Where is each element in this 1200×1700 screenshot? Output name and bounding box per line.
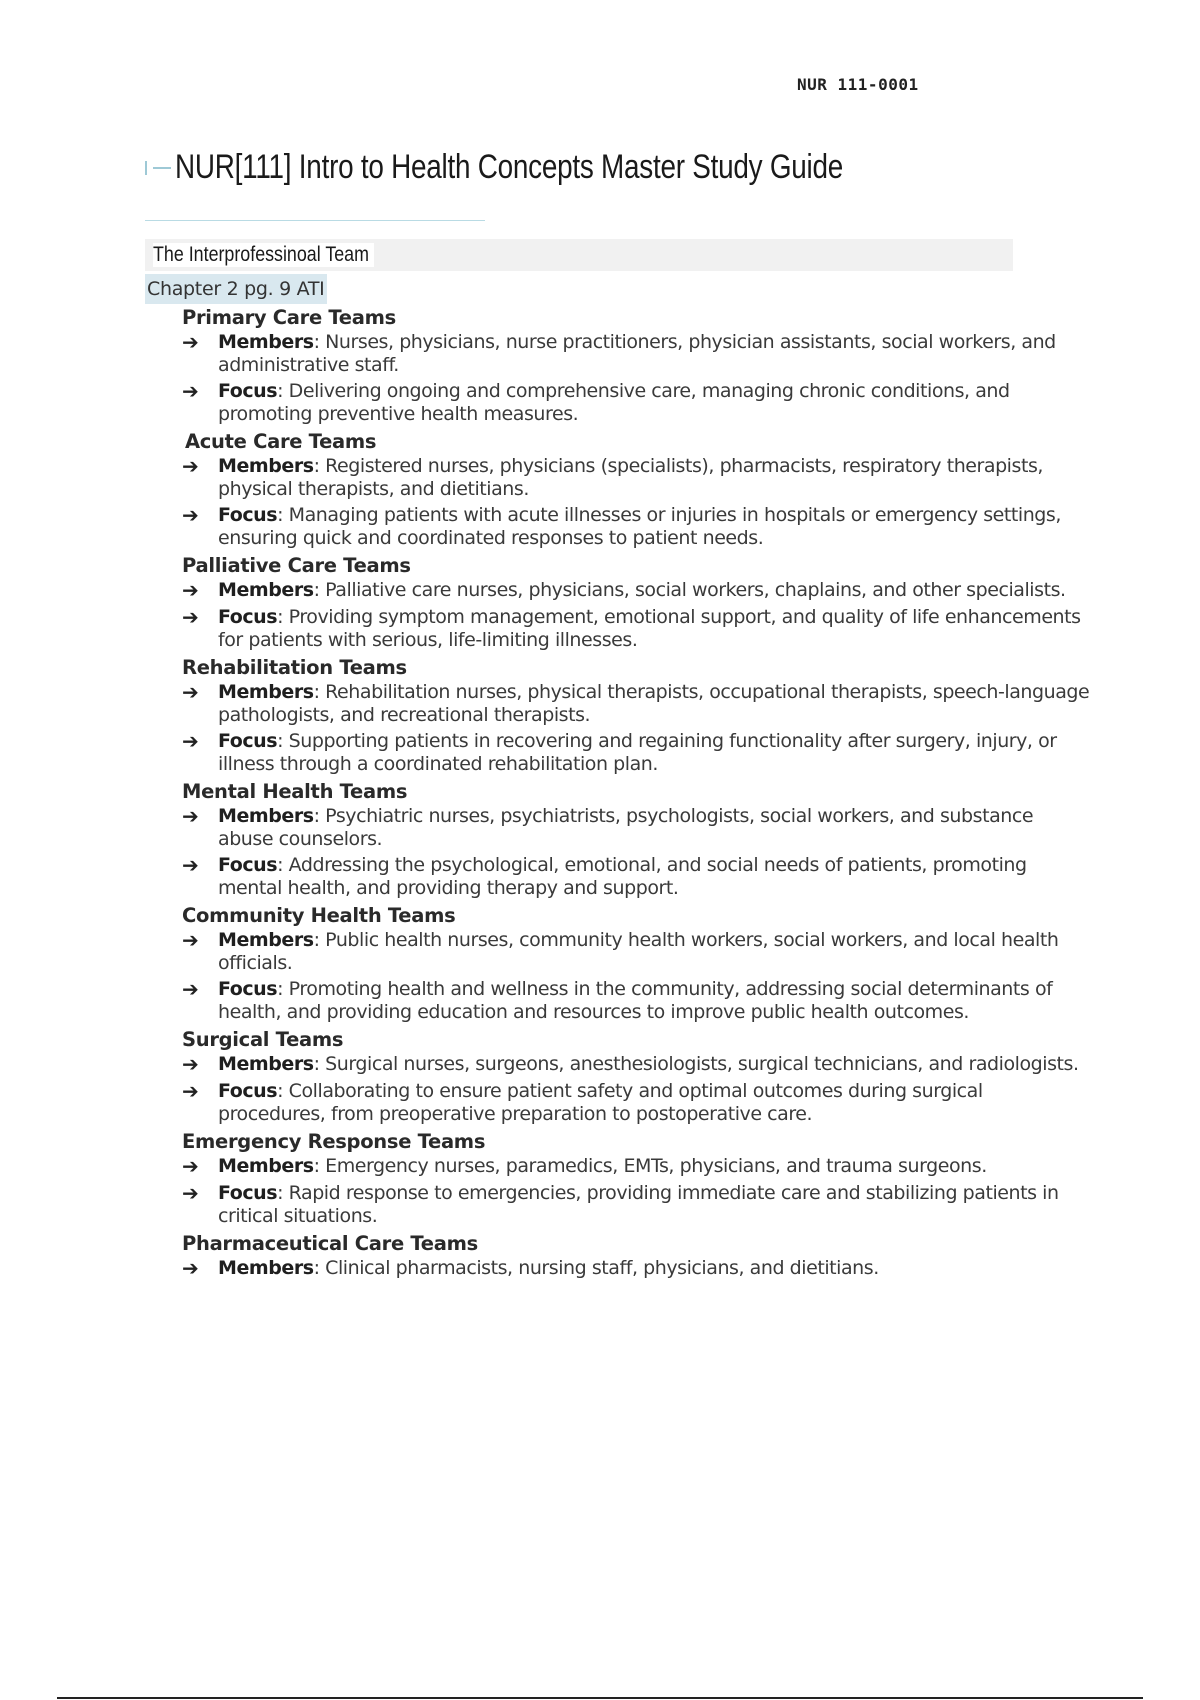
members-value: Rehabilitation nurses, physical therapists, occupational therapists, speech-language pathologists, and recreational therapists. <box>218 681 1090 726</box>
label-colon: : <box>313 805 320 827</box>
arrow-right-icon: ➔ <box>182 1079 199 1103</box>
arrow-right-icon: ➔ <box>182 379 199 403</box>
arrow-right-icon: ➔ <box>182 977 199 1001</box>
team-focus-bullet <box>182 1080 1092 1125</box>
section-heading-band <box>145 239 1013 271</box>
members-value: Clinical pharmacists, nursing staff, physicians, and dietitians. <box>325 1257 879 1279</box>
team-members-bullet <box>182 455 1092 500</box>
members-label: Members <box>218 331 314 353</box>
focus-value: Managing patients with acute illnesses or injuries in hospitals or emergency settings, ensuring quick and coordinated responses to patient needs. <box>218 504 1061 549</box>
label-colon: : <box>277 730 284 752</box>
bullet-text <box>218 1155 1092 1178</box>
label-colon: : <box>313 1257 320 1279</box>
team-heading: Acute Care Teams <box>185 430 377 453</box>
members-label: Members <box>218 1257 314 1279</box>
team-members-bullet <box>182 579 1092 602</box>
bullet-text <box>218 380 1092 425</box>
team-focus-bullet <box>182 730 1092 775</box>
team-heading: Palliative Care Teams <box>182 554 411 577</box>
team-heading: Mental Health Teams <box>182 780 408 803</box>
arrow-right-icon: ➔ <box>182 853 199 877</box>
arrow-right-icon: ➔ <box>182 1256 199 1280</box>
arrow-right-icon: ➔ <box>182 1154 199 1178</box>
members-value: Emergency nurses, paramedics, EMTs, physicians, and trauma surgeons. <box>325 1155 987 1177</box>
label-colon: : <box>313 331 320 353</box>
bullet-text <box>218 854 1092 899</box>
team-focus-bullet <box>182 1182 1092 1227</box>
label-colon: : <box>313 929 320 951</box>
members-label: Members <box>218 929 314 951</box>
members-value: Public health nurses, community health workers, social workers, and local health officials. <box>218 929 1059 974</box>
focus-value: Promoting health and wellness in the community, addressing social determinants of health, and providing education and resources to improve public health outcomes. <box>218 978 1053 1023</box>
arrow-right-icon: ➔ <box>182 680 199 704</box>
focus-value: Delivering ongoing and comprehensive care, managing chronic conditions, and promoting preventive health measures. <box>218 380 1010 425</box>
focus-value: Providing symptom management, emotional support, and quality of life enhancements for patients with serious, life-limiting illnesses. <box>218 606 1081 651</box>
team-list <box>182 305 1092 1284</box>
arrow-right-icon: ➔ <box>182 804 199 828</box>
members-label: Members <box>218 805 314 827</box>
heading-marker-icon <box>145 161 171 175</box>
focus-value: Collaborating to ensure patient safety and optimal outcomes during surgical procedures, from preoperative preparation to postoperative care. <box>218 1080 983 1125</box>
bullet-text <box>218 1257 1092 1280</box>
label-colon: : <box>313 681 320 703</box>
members-value: Nurses, physicians, nurse practitioners, physician assistants, social workers, and administrative staff. <box>218 331 1056 376</box>
label-colon: : <box>313 455 320 477</box>
label-colon: : <box>313 579 320 601</box>
focus-label: Focus <box>218 978 278 1000</box>
bullet-text <box>218 730 1092 775</box>
bullet-text <box>218 1080 1092 1125</box>
course-code: NUR 111-0001 <box>797 75 919 94</box>
chapter-reference: Chapter 2 pg. 9 ATI <box>145 274 327 304</box>
arrow-right-icon: ➔ <box>182 454 199 478</box>
title-block <box>145 148 990 187</box>
bullet-text <box>218 606 1092 651</box>
label-colon: : <box>277 1182 284 1204</box>
bullet-text <box>218 929 1092 974</box>
page-bottom-rule <box>57 1697 1143 1699</box>
label-colon: : <box>277 1080 284 1102</box>
arrow-right-icon: ➔ <box>182 578 199 602</box>
team-members-bullet <box>182 929 1092 974</box>
bullet-text <box>218 978 1092 1023</box>
focus-value: Addressing the psychological, emotional, and social needs of patients, promoting mental health, and providing therapy and support. <box>218 854 1027 899</box>
bullet-text <box>218 504 1092 549</box>
bullet-text <box>218 805 1092 850</box>
team-heading: Surgical Teams <box>182 1028 344 1051</box>
arrow-right-icon: ➔ <box>182 330 199 354</box>
label-colon: : <box>277 504 284 526</box>
focus-label: Focus <box>218 380 278 402</box>
members-label: Members <box>218 681 314 703</box>
team-heading: Pharmaceutical Care Teams <box>182 1232 478 1255</box>
focus-label: Focus <box>218 606 278 628</box>
members-value: Psychiatric nurses, psychiatrists, psychologists, social workers, and substance abuse counselors. <box>218 805 1034 850</box>
bullet-text <box>218 1182 1092 1227</box>
bullet-text <box>218 455 1092 500</box>
arrow-right-icon: ➔ <box>182 503 199 527</box>
team-heading: Primary Care Teams <box>182 306 396 329</box>
document-title: NUR[111] Intro to Health Concepts Master Study Guide <box>175 148 844 186</box>
members-value: Palliative care nurses, physicians, social workers, chaplains, and other specialists. <box>325 579 1066 601</box>
section-heading: The Interprofessinoal Team <box>153 243 374 267</box>
team-members-bullet <box>182 1155 1092 1178</box>
team-members-bullet <box>182 331 1092 376</box>
arrow-right-icon: ➔ <box>182 729 199 753</box>
focus-value: Supporting patients in recovering and regaining functionality after surgery, injury, or illness through a coordinated rehabilitation plan. <box>218 730 1057 775</box>
label-colon: : <box>277 380 284 402</box>
team-focus-bullet <box>182 606 1092 651</box>
members-label: Members <box>218 579 314 601</box>
focus-value: Rapid response to emergencies, providing immediate care and stabilizing patients in critical situations. <box>218 1182 1059 1227</box>
label-colon: : <box>277 606 284 628</box>
team-focus-bullet <box>182 854 1092 899</box>
members-value: Surgical nurses, surgeons, anesthesiologists, surgical technicians, and radiologists. <box>325 1053 1079 1075</box>
title-divider <box>145 220 485 221</box>
focus-label: Focus <box>218 1080 278 1102</box>
team-members-bullet <box>182 805 1092 850</box>
members-label: Members <box>218 1053 314 1075</box>
focus-label: Focus <box>218 730 278 752</box>
bullet-text <box>218 579 1092 602</box>
bullet-text <box>218 1053 1092 1076</box>
bullet-text <box>218 331 1092 376</box>
label-colon: : <box>277 854 284 876</box>
team-heading: Community Health Teams <box>182 904 456 927</box>
team-heading: Rehabilitation Teams <box>182 656 407 679</box>
focus-label: Focus <box>218 854 278 876</box>
label-colon: : <box>277 978 284 1000</box>
arrow-right-icon: ➔ <box>182 605 199 629</box>
members-value: Registered nurses, physicians (specialists), pharmacists, respiratory therapists, physical therapists, and dietitians. <box>218 455 1044 500</box>
team-heading: Emergency Response Teams <box>182 1130 486 1153</box>
arrow-right-icon: ➔ <box>182 928 199 952</box>
bullet-text <box>218 681 1092 726</box>
focus-label: Focus <box>218 1182 278 1204</box>
members-label: Members <box>218 1155 314 1177</box>
team-focus-bullet <box>182 380 1092 425</box>
team-focus-bullet <box>182 978 1092 1023</box>
team-focus-bullet <box>182 504 1092 549</box>
team-members-bullet <box>182 1257 1092 1280</box>
members-label: Members <box>218 455 314 477</box>
team-members-bullet <box>182 681 1092 726</box>
label-colon: : <box>313 1053 320 1075</box>
label-colon: : <box>313 1155 320 1177</box>
arrow-right-icon: ➔ <box>182 1052 199 1076</box>
focus-label: Focus <box>218 504 278 526</box>
team-members-bullet <box>182 1053 1092 1076</box>
arrow-right-icon: ➔ <box>182 1181 199 1205</box>
